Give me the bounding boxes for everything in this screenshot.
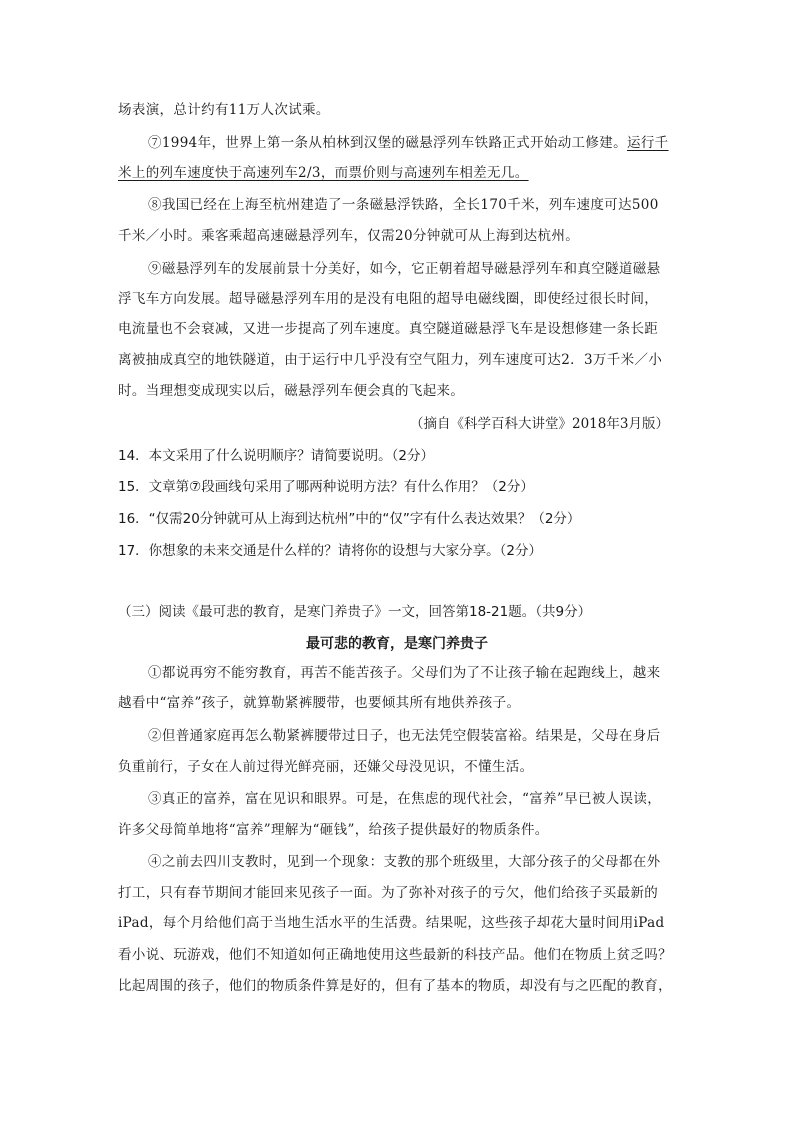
paragraph-7-text: ⑦1994年，世界上第一条从柏林到汉堡的磁悬浮列车铁路正式开始动工修建。 — [148, 135, 627, 151]
article-paragraph-1-line-1: ①都说再穷不能穷教育，再苦不能苦孩子。父母们为了不让孩子输在起跑线上，越来 — [148, 665, 661, 681]
article-paragraph-4-line-5: 比起周围的孩子，他们的物质条件算是好的，但有了基本的物质，却没有与之匹配的教育， — [118, 978, 672, 994]
paragraph-6-tail: 场表演，总计约有11万人次试乘。 — [118, 102, 330, 118]
article-paragraph-4-line-4: 看小说、玩游戏，他们不知道如何正确地使用这些最新的科技产品。他们在物质上贫乏吗？ — [118, 947, 672, 963]
article-paragraph-4-line-2: 打工，只有春节期间才能回来见孩子一面。为了弥补对孩子的亏欠，他们给孩子买最新的 — [118, 885, 659, 901]
paragraph-7-line-1 — [148, 133, 678, 153]
article-paragraph-2-line-2: 负重前行，子女在人前过得光鲜亮丽，还嫌父母没见识，不懂生活。 — [118, 759, 534, 775]
paragraph-7-line-2-underlined: 米上的列车速度快于高速列车2/3，而票价则与高速列车相差无几。 — [118, 165, 529, 181]
article-paragraph-4-line-3: iPad，每个月给他们高于当地生活水平的生活费。结果呢，这些孩子却花大量时间用iPad — [118, 915, 665, 931]
article-paragraph-3-line-1: ③真正的富养，富在见识和眼界。可是，在焦虑的现代社会，“富养”早已被人误读， — [148, 791, 662, 807]
source-citation: （摘自《科学百科大讲堂》2018年3月版） — [410, 416, 669, 432]
article-paragraph-1-line-2: 越看中“富养”孩子，就算勒紧裤腰带，也要倾其所有地供养孩子。 — [118, 695, 521, 711]
question-15: 15．文章第⑦段画线句采用了哪两种说明方法？有什么作用？（2分） — [118, 479, 534, 495]
article-paragraph-3-line-2: 许多父母简单地将“富养”理解为“砸钱”，给孩子提供最好的物质条件。 — [118, 822, 549, 838]
paragraph-9-line-5: 时。当理想变成现实以后，磁悬浮列车便会真的飞起来。 — [118, 383, 465, 399]
question-16: 16．“仅需20分钟就可从上海到达杭州”中的“仅”字有什么表达效果？（2分） — [118, 511, 581, 527]
question-17: 17．你想象的未来交通是什么样的？请将你的设想与大家分享。（2分） — [118, 543, 543, 559]
article-paragraph-2-line-1: ②但普通家庭再怎么勒紧裤腰带过日子，也无法凭空假装富裕。结果是，父母在身后 — [148, 728, 661, 744]
article-paragraph-4-line-1: ④之前去四川支教时，见到一个现象：支教的那个班级里，大部分孩子的父母都在外 — [148, 854, 661, 870]
paragraph-9-line-1: ⑨磁悬浮列车的发展前景十分美好，如今，它正朝着超导磁悬浮列车和真空隧道磁悬 — [148, 261, 661, 277]
paragraph-9-line-4: 离被抽成真空的地铁隧道，由于运行中几乎没有空气阻力，列车速度可达2．3万千米／小 — [118, 352, 663, 368]
paragraph-8-line-2: 千米／小时。乘客乘超高速磁悬浮列车，仅需20分钟就可从上海到达杭州。 — [118, 228, 580, 244]
paragraph-9-line-3: 电流量也不会衰减，又进一步提高了列车速度。真空隧道磁悬浮飞车是设想修建一条长距 — [118, 321, 659, 337]
paragraph-9-line-2: 浮飞车方向发展。超导磁悬浮列车用的是没有电阻的超导电磁线圈，即使经过很长时间， — [118, 291, 659, 307]
question-14: 14．本文采用了什么说明顺序？请简要说明。（2分） — [118, 448, 435, 464]
article-title: 最可悲的教育，是寒门养贵子 — [306, 636, 488, 652]
paragraph-8-line-1: ⑧我国已经在上海至杭州建造了一条磁悬浮铁路，全长170千米，列车速度可达500 — [148, 197, 659, 213]
section-3-heading: （三）阅读《最可悲的教育，是寒门养贵子》一文，回答第18-21题。（共9分） — [118, 604, 592, 620]
underlined-sentence: 运行千 — [626, 135, 669, 151]
